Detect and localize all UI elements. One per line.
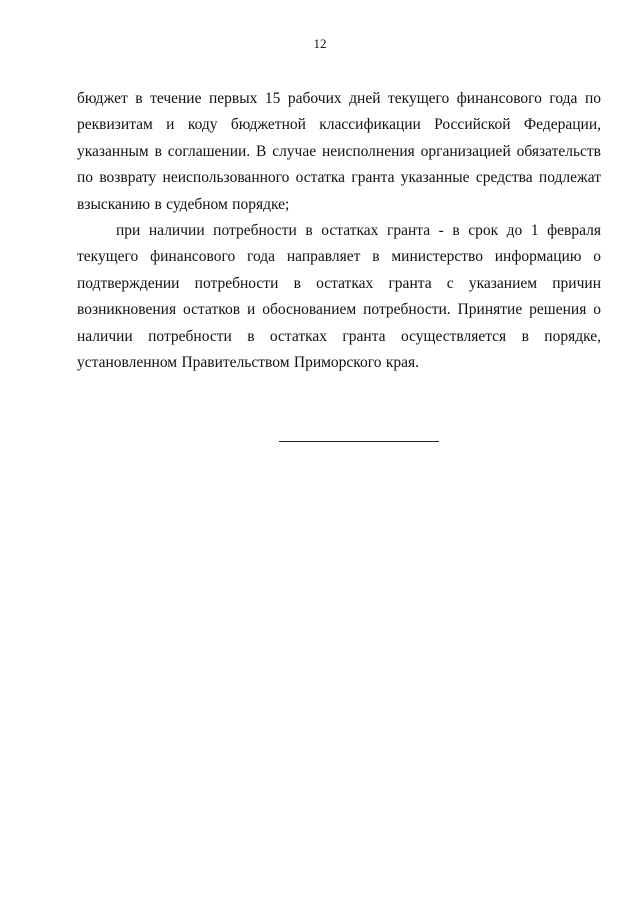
- document-body: [77, 86, 601, 376]
- paragraph-remaining-grant-need: при наличии потребности в остатках гранта - в срок до 1 февраля текущего финансового года направляет в министерство информацию о подтверждении потребности в остатках гранта с указанием причин возникновения остатков и обоснованием потребности. Принятие решения о наличии потребности в остатках гранта осуществляется в порядке, установленном Правительством Приморского края.: [77, 222, 601, 372]
- page-number: 12: [313, 36, 327, 51]
- paragraph-continuation: бюджет в течение первых 15 рабочих дней текущего финансового года по реквизитам и коду бюджетной классификации Российской Федерации, указанным в соглашении. В случае неисполнения организацией обязательств по возврату неиспользованного остатка гранта указанные средства подлежат взысканию в судебном порядке;: [77, 90, 601, 213]
- end-of-text-rule: [279, 441, 439, 442]
